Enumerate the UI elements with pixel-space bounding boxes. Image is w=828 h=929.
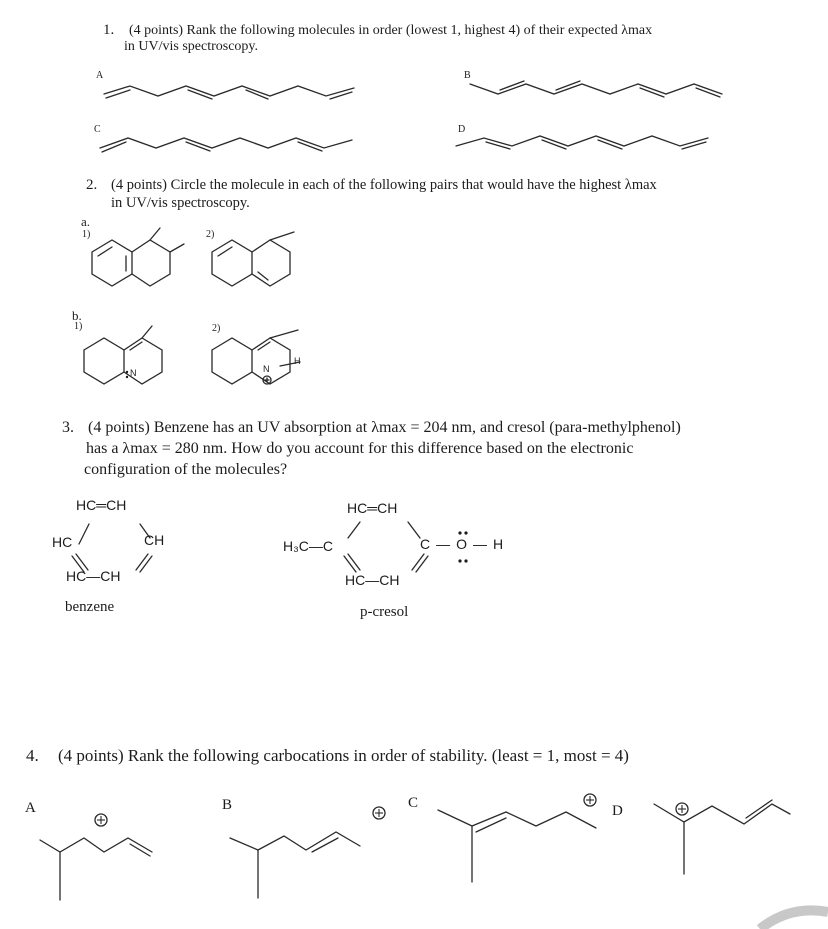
q4-label-c: C [408, 795, 419, 811]
q4-cation-b [230, 807, 385, 898]
q2b-opt2: 2) [212, 323, 221, 334]
q2a-opt2: 2) [206, 229, 215, 240]
q4-cation-c [438, 794, 596, 882]
q4-cation-a [40, 814, 152, 900]
q1-text-line2: in UV/vis spectroscopy. [124, 39, 259, 54]
q1-molecule-d [456, 136, 708, 149]
q1-molecule-a [104, 86, 354, 99]
q2-number: 2. [86, 177, 98, 193]
q2-text-line2: in UV/vis spectroscopy. [111, 195, 250, 211]
q2a-molecule-2 [212, 232, 294, 286]
q2-part-b: b. [72, 308, 82, 323]
q3-text-line2: has a λmax = 280 nm. How do you account for this difference based on the electronic [86, 440, 634, 457]
edge-arc [760, 910, 828, 929]
benzene-bottom: HC—CH [66, 568, 121, 584]
q1-label-a: A [96, 70, 104, 81]
q1-text-line1: (4 points) Rank the following molecules in order (lowest 1, highest 4) of their expected λmax [129, 23, 653, 38]
q3-text-line1: (4 points) Benzene has an UV absorption at λmax = 204 nm, and cresol (para-methylphenol) [88, 419, 681, 436]
q4-label-d: D [612, 803, 623, 819]
q1-molecule-b [470, 81, 722, 97]
q3-cresol-bonds [344, 522, 428, 572]
q4-text: (4 points) Rank the following carbocations in order of stability. (least = 1, most = 4) [58, 746, 629, 765]
q2a-molecule-1 [92, 228, 184, 286]
q4-number: 4. [26, 746, 39, 765]
cresol-name: p-cresol [360, 604, 409, 620]
q1-label-b: B [464, 70, 471, 81]
q1-label-d: D [458, 124, 466, 135]
q2b-1-nitrogen: N [130, 368, 137, 378]
benzene-right: CH [144, 532, 165, 548]
q4-label-b: B [222, 797, 233, 813]
q2b-molecule-2 [212, 330, 300, 384]
benzene-name: benzene [65, 599, 115, 615]
q2b-opt1: 1) [74, 321, 83, 332]
cresol-top: HC═CH [347, 500, 398, 516]
q2b-2-hydrogen: H [294, 356, 301, 366]
q3-text-line3: configuration of the molecules? [84, 461, 288, 478]
cresol-right: C—O—H [420, 536, 510, 552]
cresol-methyl: H₃C—C [283, 538, 334, 554]
q1-label-c: C [94, 124, 101, 135]
q3-benzene-bonds [72, 524, 152, 572]
q3-number: 3. [62, 419, 74, 436]
q2b-2-nitrogen: N [263, 364, 270, 374]
q2b-molecule-1 [84, 326, 162, 384]
q4-cation-d [654, 800, 790, 874]
plus-marks [97, 796, 686, 824]
benzene-top: HC═CH [76, 497, 127, 513]
benzene-left: HC [52, 534, 73, 550]
q1-molecule-c [100, 138, 352, 152]
q1-number: 1. [103, 22, 115, 38]
q4-label-a: A [25, 800, 36, 816]
cresol-bottom: HC—CH [345, 572, 400, 588]
q2a-opt1: 1) [82, 229, 91, 240]
q2-text-line1: (4 points) Circle the molecule in each of the following pairs that would have the highest λmax [111, 177, 657, 193]
q2-part-a: a. [81, 214, 91, 229]
